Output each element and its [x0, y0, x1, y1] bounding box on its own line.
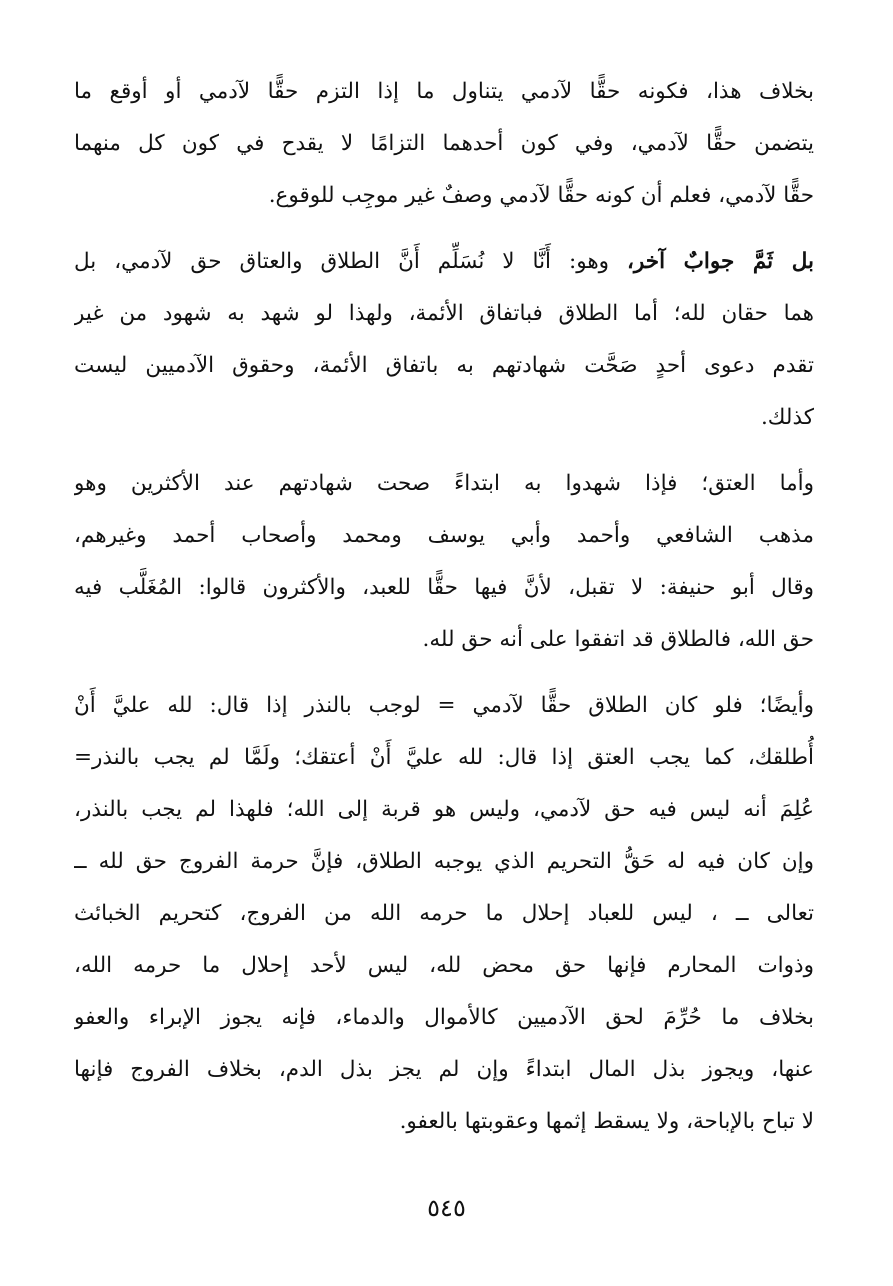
text-line: حق الله، فالطلاق قد اتفقوا على أنه حق لله.: [422, 627, 814, 652]
text-line: وأيضًا؛ فلو كان الطلاق حقًّا لآدمي = لوجب بالنذر إذا قال: لله عليَّ أَنْ: [74, 693, 814, 718]
paragraph-3: [74, 458, 814, 666]
text-line: أُطلقك، كما يجب العتق إذا قال: لله عليَّ أَنْ أعتقك؛ ولَمَّا لم يجب بالنذر=: [74, 745, 814, 770]
text-line: تقدم دعوى أحدٍ صَحَّت شهادتهم به باتفاق الأئمة، وحقوق الآدميين ليست: [74, 353, 814, 378]
text-line: كذلك.: [760, 405, 814, 430]
text-line: بخلاف ما حُرِّمَ لحق الآدميين كالأموال والدماء، فإنه يجوز الإبراء والعفو: [74, 1005, 814, 1030]
text-line-rest: وهو: أَنَّا لا نُسَلِّم أَنَّ الطلاق والعتاق حق لآدمي، بل: [74, 249, 627, 274]
text-line: يتضمن حقًّا لآدمي، وفي كون أحدهما التزامًا لا يقدح في كون كل منهما: [74, 131, 814, 156]
paragraph-lead: بل ثَمَّ جوابٌ آخر،: [626, 249, 814, 274]
text-line: لا تباح بالإباحة، ولا يسقط إثمها وعقوبتها بالعفو.: [399, 1109, 814, 1134]
text-line: بخلاف هذا، فكونه حقًّا لآدمي يتناول ما إذا التزم حقًّا لآدمي أو أوقع ما: [74, 79, 814, 104]
body-text: [74, 66, 814, 1148]
paragraph-2: [74, 236, 814, 444]
page-number: ٥٤٥: [427, 1194, 466, 1222]
text-line: حقًّا لآدمي، فعلم أن كونه حقًّا لآدمي وصفٌ غير موجِب للوقوع.: [268, 183, 814, 208]
text-line: [74, 236, 814, 288]
text-line: تعالى ــ ، ليس للعباد إحلال ما حرمه الله من الفروج، كتحريم الخبائث: [74, 901, 814, 926]
paragraph-1: [74, 66, 814, 222]
text-line: هما حقان لله؛ أما الطلاق فباتفاق الأئمة، ولهذا لو شهد به شهود من غير: [74, 301, 814, 326]
text-line: وأما العتق؛ فإذا شهدوا به ابتداءً صحت شهادتهم عند الأكثرين وهو: [74, 471, 814, 496]
text-line: عنها، ويجوز بذل المال ابتداءً وإن لم يجز بذل الدم، بخلاف الفروج فإنها: [74, 1057, 814, 1082]
text-line: وذوات المحارم فإنها حق محض لله، ليس لأحد إحلال ما حرمه الله،: [74, 953, 814, 978]
paragraph-4: [74, 680, 814, 1148]
text-line: عُلِمَ أنه ليس فيه حق لآدمي، وليس هو قربة إلى الله؛ فلهذا لم يجب بالنذر،: [74, 797, 814, 822]
text-line: وإن كان فيه له حَقُّ التحريم الذي يوجبه الطلاق، فإنَّ حرمة الفروج حق لله ــ: [74, 849, 814, 874]
text-line: مذهب الشافعي وأحمد وأبي يوسف ومحمد وأصحاب أحمد وغيرهم،: [74, 523, 814, 548]
text-line: وقال أبو حنيفة: لا تقبل، لأنَّ فيها حقًّا للعبد، والأكثرون قالوا: المُغَلَّب فيه: [74, 575, 814, 600]
